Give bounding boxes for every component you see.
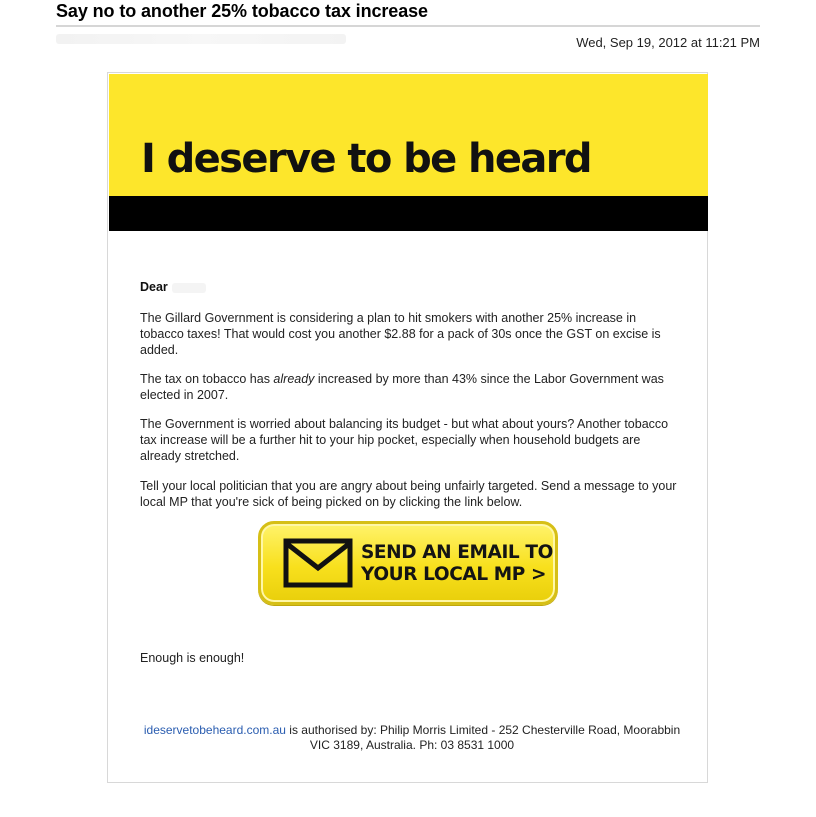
email-body-card bbox=[107, 72, 708, 783]
paragraph-tax-increase-emphasis: already bbox=[273, 372, 315, 386]
greeting bbox=[140, 280, 206, 294]
cta-label-line2: YOUR LOCAL MP > bbox=[361, 564, 547, 585]
cta-label-line1: SEND AN EMAIL TO bbox=[361, 542, 553, 563]
banner-title: I deserve to be heard bbox=[141, 136, 591, 182]
subject-divider bbox=[56, 25, 760, 27]
cta-label bbox=[361, 542, 553, 586]
paragraph-tax-plan: The Gillard Government is considering a plan to hit smokers with another 25% increase in tobacco taxes! That would cost you another $2.88 for a pack of 30s once the GST on excise is added. bbox=[140, 311, 661, 357]
footer-line1 bbox=[132, 723, 692, 738]
footer-text-line1: is authorised by: Philip Morris Limited - 252 Chesterville Road, Moorabbin bbox=[285, 723, 681, 737]
footer-text-line2: VIC 3189, Australia. Ph: 03 8531 1000 bbox=[309, 738, 515, 752]
recipient-name-redacted bbox=[172, 283, 206, 293]
footer-authorisation bbox=[132, 723, 692, 753]
paragraph-call-to-action: Tell your local politician that you are angry about being unfairly targeted. Send a message to your local MP that you're sick of being picked on by clicking the link below. bbox=[140, 479, 677, 509]
paragraph-tax-increase bbox=[140, 371, 680, 403]
paragraph-budget: The Government is worried about balancing its budget - but what about yours? Another tobacco tax increase will be a further hit to your hip pocket, especially when household budgets are already stretched. bbox=[140, 417, 669, 463]
closing-line: Enough is enough! bbox=[140, 651, 245, 665]
paragraph-tax-increase-after: increased by more than 43% since the Labor Government was elected in 2007. bbox=[140, 372, 664, 402]
greeting-text: Dear bbox=[140, 280, 168, 294]
paragraph-tax-increase-before: The tax on tobacco has bbox=[140, 372, 274, 386]
sender-redacted bbox=[56, 34, 346, 44]
send-email-to-mp-button[interactable] bbox=[258, 521, 558, 605]
email-timestamp: Wed, Sep 19, 2012 at 11:21 PM bbox=[576, 35, 760, 50]
envelope-icon bbox=[283, 538, 353, 588]
header-banner bbox=[109, 74, 708, 196]
banner-black-strip bbox=[109, 196, 708, 231]
email-subject: Say no to another 25% tobacco tax increase bbox=[56, 1, 428, 21]
footer-website-link[interactable]: ideservetobeheard.com.au bbox=[143, 723, 286, 737]
